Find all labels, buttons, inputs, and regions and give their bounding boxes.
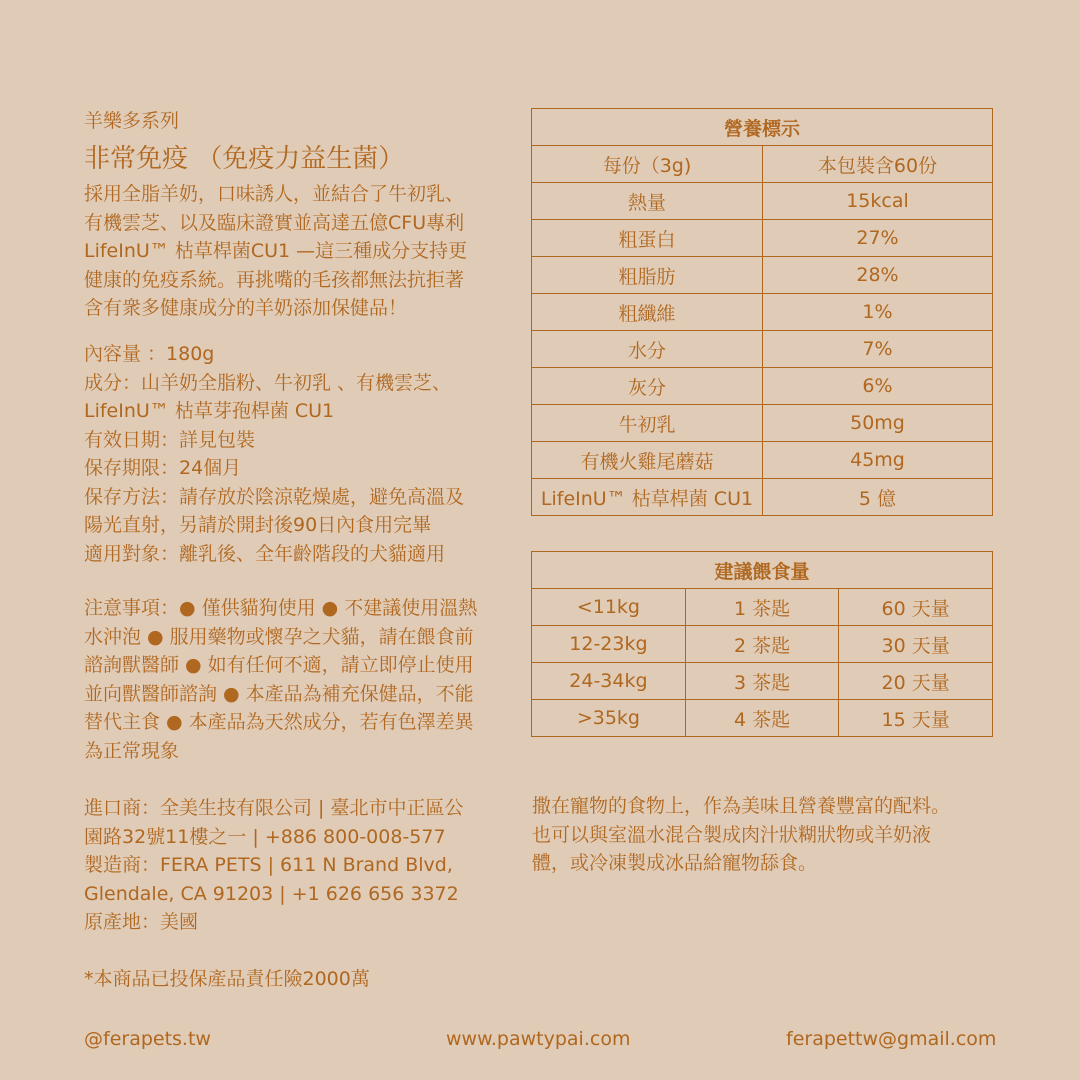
intro-paragraph: 採用全脂羊奶，口味誘人，並結合了牛初乳、 有機雲芝、以及臨床證實並高達五億CFU專利 LifeInU™ 枯草桿菌CU1 —這三種成分支持更 健康的免疫系統。再挑嘴的毛孩都無法抗拒著 含有衆多健康成分的羊奶添加保健品！ xyxy=(84,183,468,319)
table-row xyxy=(532,368,993,405)
precautions: 注意事項：● 僅供貓狗使用 ● 不建議使用溫熱 水沖泡 ● 服用藥物或懷孕之犬貓，請在餵食前 諮詢獸醫師 ● 如有任何不適，請立即停止使用 並向獸醫師諮詢 ● 本產品為補充保健品，不能 替代主食 ● 本產品為天然成分，若有色澤差異 為正常現象 xyxy=(84,597,478,762)
table-cell: >35kg xyxy=(532,700,686,737)
table-row xyxy=(532,183,993,220)
insurance-note: *本商品已投保產品責任險2000萬 xyxy=(84,968,370,990)
table-cell: 15 天量 xyxy=(839,700,993,737)
table-cell: 牛初乳 xyxy=(532,405,763,442)
table-cell: 45mg xyxy=(763,442,993,479)
email-link[interactable]: ferapettw@gmail.com xyxy=(786,1028,997,1050)
usage-instructions: 撒在寵物的食物上，作為美味且營養豐富的配料。 也可以與室溫水混合製成肉汁狀糊狀物或羊奶液 體，或冷凍製成冰品給寵物舔食。 xyxy=(532,795,951,874)
table-row xyxy=(532,331,993,368)
series-label: 羊樂多系列 xyxy=(84,110,180,132)
table-cell: 7% xyxy=(763,331,993,368)
table-cell: 灰分 xyxy=(532,368,763,405)
table-cell: 有機火雞尾蘑菇 xyxy=(532,442,763,479)
table-row xyxy=(532,257,993,294)
table-row xyxy=(532,405,993,442)
table-cell: 3 茶匙 xyxy=(685,663,838,700)
table-row xyxy=(532,663,993,700)
table-cell: 4 茶匙 xyxy=(685,700,838,737)
table-cell: 1 茶匙 xyxy=(685,589,838,626)
table-cell: 28% xyxy=(763,257,993,294)
table-cell: 27% xyxy=(763,220,993,257)
table-cell: 6% xyxy=(763,368,993,405)
table-cell: 5 億 xyxy=(763,479,993,516)
website-link[interactable]: www.pawtypai.com xyxy=(446,1028,631,1050)
table-cell: 50mg xyxy=(763,405,993,442)
product-specs: 內容量 ：180g 成分：山羊奶全脂粉、牛初乳 、有機雲芝、 LifeInU™ 枯草芽孢桿菌 CU1 有效日期：詳見包裝 保存期限：24個月 保存方法：請存放於陰涼乾燥處，避免高溫及 陽光直射，另請於開封後90日內食用完畢 適用對象：離乳後、全年齡階段的犬貓適用 xyxy=(84,343,465,565)
product-title: 非常免疫 （免疫力益生菌） xyxy=(84,144,405,174)
table-cell: 粗纖維 xyxy=(532,294,763,331)
table-row xyxy=(532,294,993,331)
table-cell: 20 天量 xyxy=(839,663,993,700)
instagram-handle[interactable]: @ferapets.tw xyxy=(84,1028,211,1050)
table-cell: <11kg xyxy=(532,589,686,626)
table-row xyxy=(532,479,993,516)
table-cell: 24-34kg xyxy=(532,663,686,700)
importer-info: 進口商：全美生技有限公司 | 臺北市中正區公 園路32號11樓之一 | +886 800-008-577 製造商：FERA PETS | 611 N Brand Blvd, Glendale, CA 91203 | +1 626 656 3372 原產地：美國 xyxy=(84,797,464,933)
table-row xyxy=(532,442,993,479)
table-cell: 30 天量 xyxy=(839,626,993,663)
table-cell: 15kcal xyxy=(763,183,993,220)
feeding-table xyxy=(531,551,993,737)
table-cell: LifeInU™ 枯草桿菌 CU1 xyxy=(532,479,763,516)
table-cell: 熱量 xyxy=(532,183,763,220)
table-cell: 60 天量 xyxy=(839,589,993,626)
table-row xyxy=(532,220,993,257)
table-cell: 12-23kg xyxy=(532,626,686,663)
table-row xyxy=(532,700,993,737)
table-cell: 每份（3g) xyxy=(532,146,763,183)
table-row xyxy=(532,146,993,183)
table-cell: 本包裝含60份 xyxy=(763,146,993,183)
table-cell: 2 茶匙 xyxy=(685,626,838,663)
nutrition-table xyxy=(531,108,993,516)
nutrition-title: 營養標示 xyxy=(532,109,993,146)
table-cell: 1% xyxy=(763,294,993,331)
table-cell: 水分 xyxy=(532,331,763,368)
table-cell: 粗蛋白 xyxy=(532,220,763,257)
feeding-title: 建議餵食量 xyxy=(532,552,993,589)
table-row xyxy=(532,589,993,626)
table-row xyxy=(532,626,993,663)
table-cell: 粗脂肪 xyxy=(532,257,763,294)
